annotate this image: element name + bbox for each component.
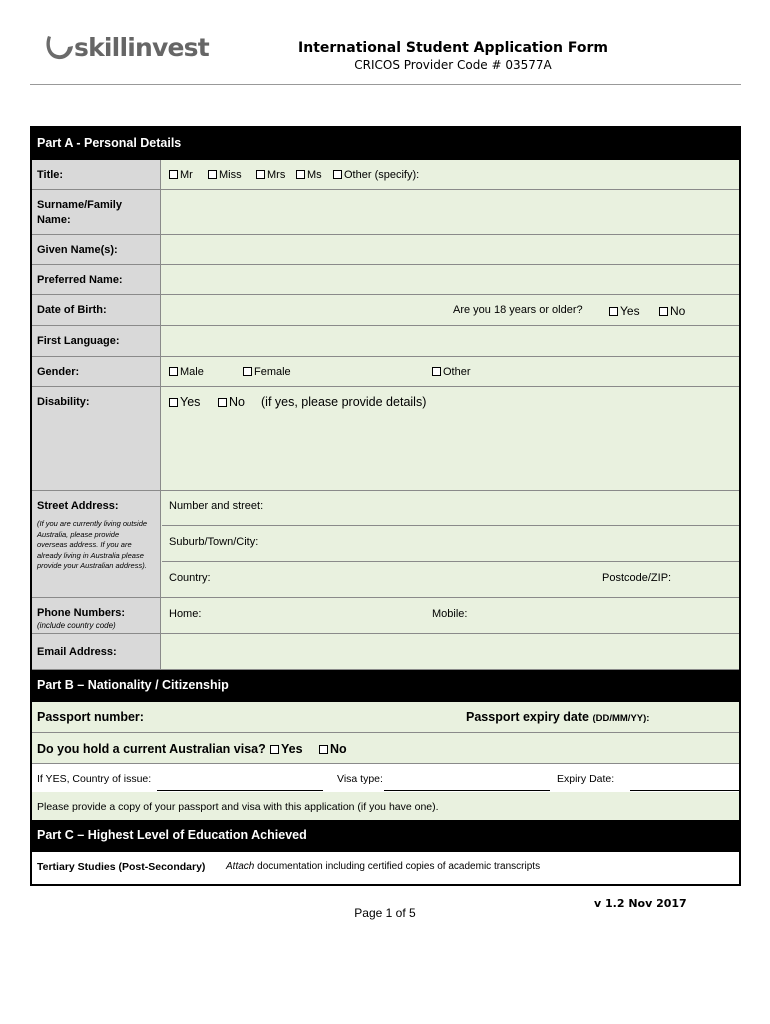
checkbox-icon[interactable] [208, 170, 217, 179]
visa-yes-option[interactable]: Yes [270, 742, 303, 756]
copy-note: Please provide a copy of your passport and visa with this application (if you have one). [37, 801, 439, 813]
mobile-phone-label[interactable]: Mobile: [432, 608, 468, 620]
tertiary-label: Tertiary Studies (Post-Secondary) [37, 861, 206, 873]
page-number: Page 1 of 5 [354, 906, 416, 920]
visa-details-row [32, 764, 739, 792]
street-address-note: (If you are currently living outside Australia, please provide overseas address. If you are already living in Australia please provide your Australian address). [37, 519, 148, 570]
disability-note: (if yes, please provide details) [261, 395, 427, 409]
country-label: Country: [169, 572, 211, 584]
disability-no-option[interactable]: No [218, 395, 245, 409]
gender-male-option[interactable]: Male [169, 366, 204, 378]
title-option-other[interactable]: Other (specify): [333, 169, 419, 181]
checkbox-icon[interactable] [243, 367, 252, 376]
form-title: International Student Application Form [298, 40, 608, 56]
visa-question-row [32, 733, 739, 764]
checkbox-icon[interactable] [169, 170, 178, 179]
preferred-name-label: Preferred Name: [32, 265, 161, 294]
age-yes-option[interactable]: Yes [609, 304, 640, 318]
visa-question: Do you hold a current Australian visa? [37, 742, 266, 756]
logo-swoosh-icon [42, 30, 76, 64]
visa-type-line[interactable] [384, 790, 550, 791]
checkbox-icon[interactable] [319, 745, 328, 754]
cricos-code: CRICOS Provider Code # 03577A [354, 58, 552, 72]
passport-row[interactable] [32, 702, 739, 733]
checkbox-icon[interactable] [333, 170, 342, 179]
checkbox-icon[interactable] [169, 367, 178, 376]
checkbox-icon[interactable] [432, 367, 441, 376]
visa-no-option[interactable]: No [319, 742, 347, 756]
disability-row[interactable] [32, 387, 739, 491]
checkbox-icon[interactable] [218, 398, 227, 407]
dob-row[interactable] [32, 295, 739, 326]
gender-female-option[interactable]: Female [243, 366, 291, 378]
gender-row [32, 357, 739, 387]
disability-label: Disability: [32, 387, 161, 490]
expiry-date-line[interactable] [630, 790, 740, 791]
given-name-row[interactable] [32, 235, 739, 265]
disability-yes-option[interactable]: Yes [169, 395, 200, 409]
gender-other-option[interactable]: Other [432, 366, 471, 378]
street-address-label-cell [32, 491, 161, 597]
part-a-heading: Part A - Personal Details [32, 128, 739, 160]
phone-label: Phone Numbers: [37, 607, 126, 619]
first-language-row[interactable] [32, 326, 739, 357]
age-question: Are you 18 years or older? [453, 304, 583, 316]
passport-number-label: Passport number: [37, 710, 144, 724]
number-street-label: Number and street: [169, 500, 264, 512]
expiry-date-label: Expiry Date: [557, 773, 615, 785]
phone-row [32, 598, 739, 634]
title-row [32, 160, 739, 190]
header-divider [30, 84, 741, 85]
suburb-field[interactable] [162, 526, 739, 562]
surname-row[interactable] [32, 190, 739, 235]
street-address-block [32, 491, 739, 598]
checkbox-icon[interactable] [296, 170, 305, 179]
country-of-issue-line[interactable] [157, 790, 323, 791]
suburb-label: Suburb/Town/City: [169, 536, 259, 548]
preferred-name-row[interactable] [32, 265, 739, 295]
title-option-miss[interactable]: Miss [208, 169, 242, 181]
surname-label: Surname/Family Name: [32, 190, 161, 234]
visa-type-label: Visa type: [337, 773, 383, 785]
checkbox-icon[interactable] [659, 307, 668, 316]
gender-label: Gender: [32, 357, 161, 386]
given-name-label: Given Name(s): [32, 235, 161, 264]
title-option-ms[interactable]: Ms [296, 169, 322, 181]
attach-note: Attach documentation including certified copies of academic transcripts [226, 861, 541, 872]
email-row[interactable] [32, 634, 739, 670]
first-language-label: First Language: [32, 326, 161, 356]
checkbox-icon[interactable] [609, 307, 618, 316]
postcode-label: Postcode/ZIP: [602, 572, 672, 584]
title-label: Title: [32, 160, 161, 189]
home-phone-label[interactable]: Home: [169, 608, 202, 620]
dob-label: Date of Birth: [32, 295, 161, 325]
part-c-heading: Part C – Highest Level of Education Achieved [32, 820, 739, 852]
logo-text: skillinvest [74, 32, 209, 62]
phone-label-cell [32, 598, 161, 633]
checkbox-icon[interactable] [169, 398, 178, 407]
number-street-field[interactable] [162, 491, 739, 526]
version-label: v 1.2 Nov 2017 [594, 897, 687, 910]
street-address-label: Street Address: [37, 500, 119, 512]
checkbox-icon[interactable] [256, 170, 265, 179]
title-option-mrs[interactable]: Mrs [256, 169, 285, 181]
country-of-issue-label: If YES, Country of issue: [37, 773, 152, 785]
email-label: Email Address: [32, 634, 161, 669]
tertiary-row [32, 852, 739, 884]
skillinvest-logo [42, 30, 209, 64]
part-b-heading: Part B – Nationality / Citizenship [32, 670, 739, 702]
checkbox-icon[interactable] [270, 745, 279, 754]
phone-note: (include country code) [37, 621, 116, 630]
copy-note-row [32, 792, 739, 820]
title-option-mr[interactable]: Mr [169, 169, 193, 181]
passport-expiry-label: Passport expiry date (DD/MM/YY): [466, 710, 650, 724]
application-form [30, 126, 741, 886]
country-field[interactable] [162, 562, 739, 597]
age-no-option[interactable]: No [659, 304, 685, 318]
